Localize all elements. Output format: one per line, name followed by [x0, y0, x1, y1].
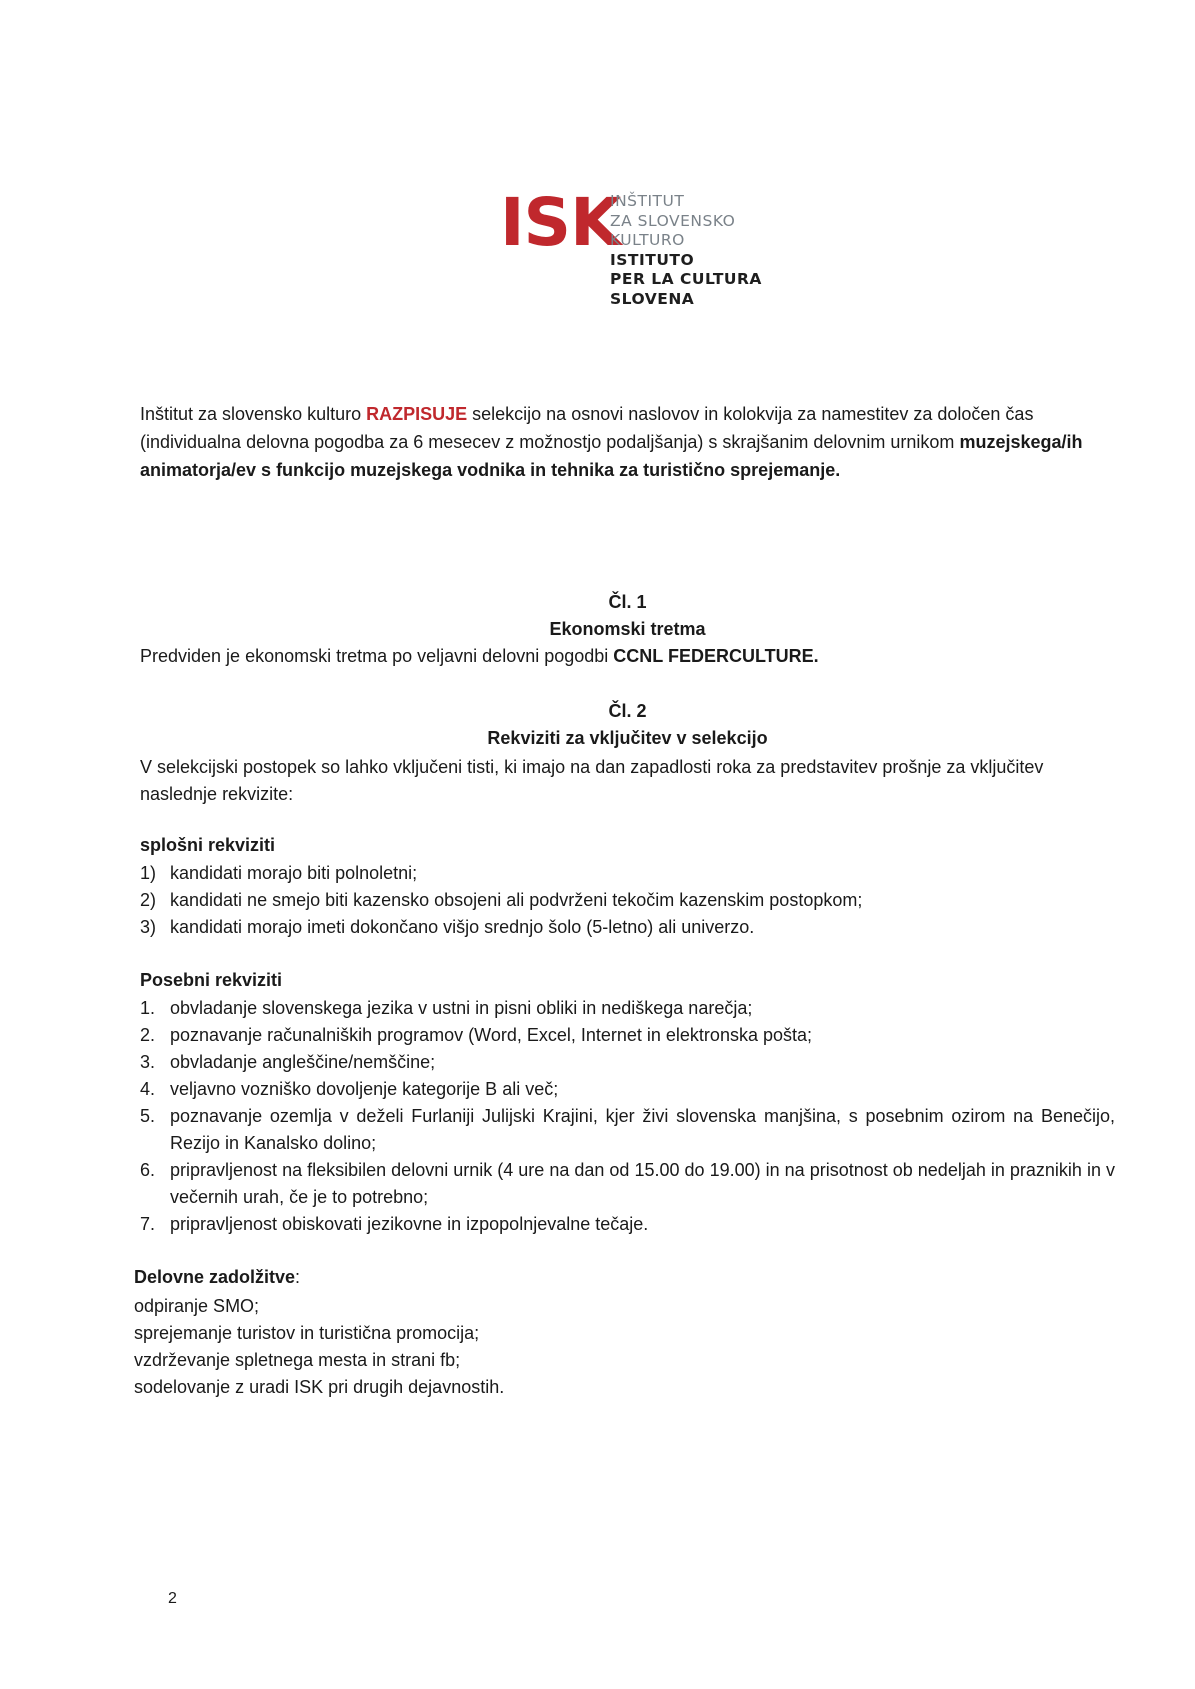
general-list: [140, 860, 1115, 941]
list-text: veljavno vozniško dovoljenje kategorije B ali več;: [170, 1079, 559, 1099]
list-text: pripravljenost na fleksibilen delovni urnik (4 ure na dan od 15.00 do 19.00) in na prisotnost ob nedeljah in praznikih in v večernih urah, če je to potrebno;: [170, 1160, 1115, 1207]
list-text: kandidati morajo biti polnoletni;: [170, 863, 418, 883]
list-item: [140, 860, 1115, 887]
duties-colon: :: [295, 1267, 301, 1287]
list-item: [140, 1157, 1115, 1211]
list-item: [140, 1022, 1115, 1049]
article-1-bold: CCNL FEDERCULTURE.: [613, 646, 819, 666]
list-num: 3): [140, 917, 157, 937]
logo-line: ISTITUTO: [610, 250, 695, 269]
list-text: kandidati morajo imeti dokončano višjo srednjo šolo (5-letno) ali univerzo.: [170, 917, 755, 937]
logo-line: PER LA CULTURA: [610, 270, 762, 288]
logo-line: KULTURO: [610, 231, 685, 249]
logo-line: INŠTITUT: [610, 192, 685, 210]
article-1-number: Čl. 1: [608, 592, 647, 612]
list-num: 7.: [140, 1214, 156, 1234]
duty-item: sodelovanje z uradi ISK pri drugih dejavnostih.: [134, 1377, 505, 1397]
logo-abbr: ISK: [500, 184, 621, 261]
list-item: [140, 914, 1115, 941]
list-item: [140, 995, 1115, 1022]
article-1-title: Ekonomski tretma: [549, 619, 706, 639]
special-heading: Posebni rekviziti: [140, 970, 283, 990]
page-number: 2: [168, 1590, 177, 1607]
list-num: 1): [140, 863, 157, 883]
list-text: kandidati ne smejo biti kazensko obsojeni ali podvrženi tekočim kazenskim postopkom;: [170, 890, 863, 910]
list-text: obvladanje angleščine/nemščine;: [170, 1052, 436, 1072]
article-1-body: Predviden je ekonomski tretma po veljavni delovni pogodbi: [140, 646, 614, 666]
duty-item: sprejemanje turistov in turistična promocija;: [134, 1323, 480, 1343]
list-item: [140, 1103, 1115, 1157]
logo-line: ZA SLOVENSKO: [610, 211, 736, 230]
intro-highlight: RAZPISUJE: [366, 404, 468, 424]
list-text: poznavanje ozemlja v deželi Furlaniji Julijski Krajini, kjer živi slovenska manjšina, s posebnim ozirom na Benečijo, Rezijo in Kanalsko dolino;: [170, 1106, 1115, 1153]
duty-item: vzdrževanje spletnega mesta in strani fb;: [134, 1350, 461, 1370]
logo-line: SLOVENA: [610, 289, 695, 308]
list-item: [140, 1049, 1115, 1076]
duty-item: odpiranje SMO;: [134, 1296, 260, 1316]
list-item: [140, 887, 1115, 914]
intro-text: selekcijo na osnovi naslovov in kolokvija za namestitev za določen čas (individualna delovna pogodba za 6 mesecev z možnostjo podaljšanja) s skrajšanim delovnim urnikom: [140, 404, 1034, 452]
article-1-text: [140, 646, 1115, 667]
list-num: 3.: [140, 1052, 156, 1072]
list-num: 6.: [140, 1160, 156, 1180]
duties-heading-text: Delovne zadolžitve: [134, 1267, 296, 1287]
general-heading: splošni rekviziti: [140, 835, 276, 855]
list-num: 1.: [140, 998, 156, 1018]
intro-paragraph: [140, 400, 1115, 484]
duties-heading: [134, 1267, 1109, 1288]
list-item: [140, 1211, 1115, 1238]
list-num: 2.: [140, 1025, 156, 1045]
list-text: pripravljenost obiskovati jezikovne in izpopolnjevalne tečaje.: [170, 1214, 649, 1234]
article-2-title: Rekviziti za vključitev v selekcijo: [487, 728, 768, 748]
list-text: obvladanje slovenskega jezika v ustni in pisni obliki in nediškega narečja;: [170, 998, 753, 1018]
intro-text: Inštitut za slovensko kulturo: [140, 404, 367, 424]
article-2-number: Čl. 2: [608, 701, 647, 721]
article-2-text: V selekcijski postopek so lahko vključeni tisti, ki imajo na dan zapadlosti roka za predstavitev prošnje za vključitev naslednje rekvizite:: [140, 757, 1044, 804]
list-num: 5.: [140, 1106, 156, 1126]
list-num: 4.: [140, 1079, 156, 1099]
special-list: [140, 995, 1115, 1238]
isk-logo: [500, 184, 770, 310]
intro-bold: muzejskega/ih animatorja/ev s funkcijo muzejskega vodnika in tehnika za turistično sprejemanje.: [140, 432, 1083, 480]
list-num: 2): [140, 890, 157, 910]
logo-text: [610, 192, 762, 309]
list-item: [140, 1076, 1115, 1103]
list-text: poznavanje računalniških programov (Word, Excel, Internet in elektronska pošta;: [170, 1025, 812, 1045]
duties-list: [134, 1293, 1109, 1401]
